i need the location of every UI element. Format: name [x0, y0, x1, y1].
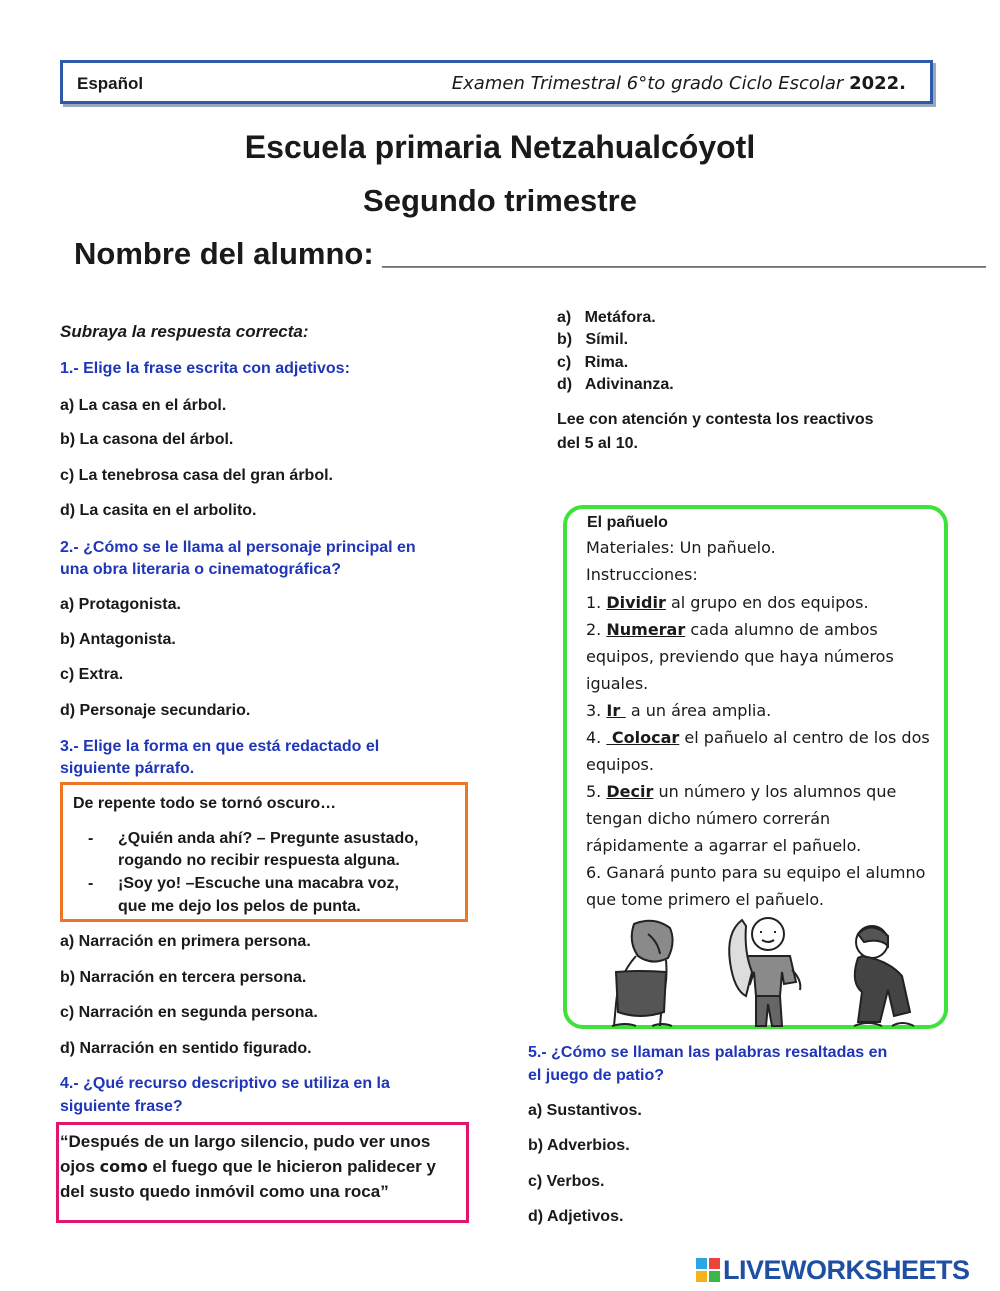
right-child-figure — [854, 926, 914, 1026]
game-step-1: 1. Dividir al grupo en dos equipos. — [586, 593, 869, 612]
highlighted-verb-1: Dividir — [606, 593, 666, 612]
q1-option-c[interactable]: c) La tenebrosa casa del gran árbol. — [60, 467, 333, 484]
quote-line-1: “Después de un largo silencio, pudo ver unos — [60, 1132, 431, 1151]
dialogue-dash-1: - — [88, 830, 94, 847]
q1-option-a[interactable]: a) La casa en el árbol. — [60, 397, 227, 414]
game-step-6-cont: que tome primero el pañuelo. — [586, 890, 825, 909]
q5-option-d[interactable]: d) Adjetivos. — [528, 1208, 624, 1225]
game-step-2: 2. Numerar cada alumno de ambos — [586, 620, 878, 639]
dialogue-2-line-2: que me dejo los pelos de punta. — [118, 898, 361, 915]
liveworksheets-wordmark: LIVEWORKSHEETS — [723, 1255, 970, 1285]
left-child-figure — [612, 921, 673, 1026]
question-3-line-1: 3.- Elige la forma en que está redactado el — [60, 738, 380, 755]
exam-title — [452, 73, 906, 94]
quote-line-2-start: ojos — [60, 1157, 100, 1176]
q4-option-c[interactable]: c) Rima. — [557, 354, 629, 371]
q1-option-b[interactable]: b) La casona del árbol. — [60, 431, 234, 448]
dialogue-1-line-2: rogando no recibir respuesta alguna. — [118, 852, 400, 869]
q2-option-a[interactable]: a) Protagonista. — [60, 596, 181, 613]
question-2-line-2: una obra literaria o cinematográfica? — [60, 561, 341, 578]
game-step-5: 5. Decir un número y los alumnos que — [586, 782, 897, 801]
question-3-line-2: siguiente párrafo. — [60, 760, 195, 777]
children-playing-illustration — [596, 912, 926, 1028]
q1-option-d[interactable]: d) La casita en el arbolito. — [60, 502, 257, 519]
question-1: 1.- Elige la frase escrita con adjetivos: — [60, 360, 350, 377]
question-5-line-2: el juego de patio? — [528, 1067, 665, 1084]
question-4-line-2: siguiente frase? — [60, 1098, 183, 1115]
game-step-6: 6. Ganará punto para su equipo el alumno — [586, 863, 926, 882]
quote-line-2 — [60, 1156, 436, 1178]
q4-option-b[interactable]: b) Símil. — [557, 331, 629, 348]
highlighted-verb-2: Numerar — [606, 620, 686, 639]
student-name-field[interactable]: Nombre del alumno: ___________________________________ — [74, 236, 986, 271]
game-step-5-cont-2: rápidamente a agarrar el pañuelo. — [586, 836, 862, 855]
dialogue-2-line-1: ¡Soy yo! –Escuche una macabra voz, — [118, 875, 399, 892]
game-materials: Materiales: Un pañuelo. — [586, 538, 776, 557]
read-prompt-line-2: del 5 al 10. — [557, 435, 638, 452]
q2-option-d[interactable]: d) Personaje secundario. — [60, 702, 251, 719]
school-title: Escuela primaria Netzahualcóyotl — [244, 129, 756, 165]
game-step-3: 3. Ir a un área amplia. — [586, 701, 772, 720]
game-step-2-cont-1: equipos, previendo que haya números — [586, 647, 894, 666]
q3-option-a[interactable]: a) Narración en primera persona. — [60, 933, 311, 950]
game-card-title: El pañuelo — [587, 514, 668, 531]
liveworksheets-badge-icon — [696, 1258, 720, 1282]
question-5-line-1: 5.- ¿Cómo se llaman las palabras resaltadas en — [528, 1044, 888, 1061]
highlighted-verb-4: Colocar — [606, 728, 680, 747]
passage-intro: De repente todo se tornó oscuro… — [73, 795, 337, 812]
q2-option-c[interactable]: c) Extra. — [60, 666, 124, 683]
middle-child-figure — [729, 918, 800, 1026]
dialogue-dash-2: - — [88, 875, 94, 892]
q5-option-c[interactable]: c) Verbos. — [528, 1173, 605, 1190]
instructions: Subraya la respuesta correcta: — [60, 322, 309, 341]
game-step-2-cont-2: iguales. — [586, 674, 649, 693]
game-step-4: 4. Colocar el pañuelo al centro de los dos — [586, 728, 930, 747]
q5-option-a[interactable]: a) Sustantivos. — [528, 1102, 642, 1119]
quote-emphasis-word: como — [99, 1157, 148, 1176]
q4-option-d[interactable]: d) Adivinanza. — [557, 376, 674, 393]
game-step-4-cont: equipos. — [586, 755, 654, 774]
q4-option-a[interactable]: a) Metáfora. — [557, 309, 656, 326]
q5-option-b[interactable]: b) Adverbios. — [528, 1137, 630, 1154]
game-instructions-label: Instrucciones: — [586, 565, 698, 584]
q3-option-c[interactable]: c) Narración en segunda persona. — [60, 1004, 318, 1021]
highlighted-verb-3: Ir — [606, 701, 626, 720]
question-4-line-1: 4.- ¿Qué recurso descriptivo se utiliza en la — [60, 1075, 390, 1092]
q3-option-b[interactable]: b) Narración en tercera persona. — [60, 969, 307, 986]
quote-line-2-end: el fuego que le hicieron palidecer y — [147, 1157, 436, 1176]
game-step-5-cont-1: tengan dicho número correrán — [586, 809, 831, 828]
highlighted-verb-5: Decir — [606, 782, 654, 801]
exam-title-text: Examen Trimestral 6°to grado Ciclo Escolar — [451, 73, 844, 94]
dialogue-1-line-1: ¿Quién anda ahí? – Pregunte asustado, — [118, 830, 419, 847]
quote-line-3: del susto quedo inmóvil como una roca” — [60, 1182, 389, 1201]
q2-option-b[interactable]: b) Antagonista. — [60, 631, 176, 648]
exam-year: 2022. — [849, 73, 906, 94]
exam-header — [60, 60, 933, 104]
read-prompt-line-1: Lee con atención y contesta los reactivos — [557, 411, 874, 428]
question-2-line-1: 2.- ¿Cómo se le llama al personaje principal en — [60, 539, 416, 556]
term-title: Segundo trimestre — [363, 183, 637, 218]
q3-option-d[interactable]: d) Narración en sentido figurado. — [60, 1040, 312, 1057]
subject-label: Español — [77, 74, 144, 93]
